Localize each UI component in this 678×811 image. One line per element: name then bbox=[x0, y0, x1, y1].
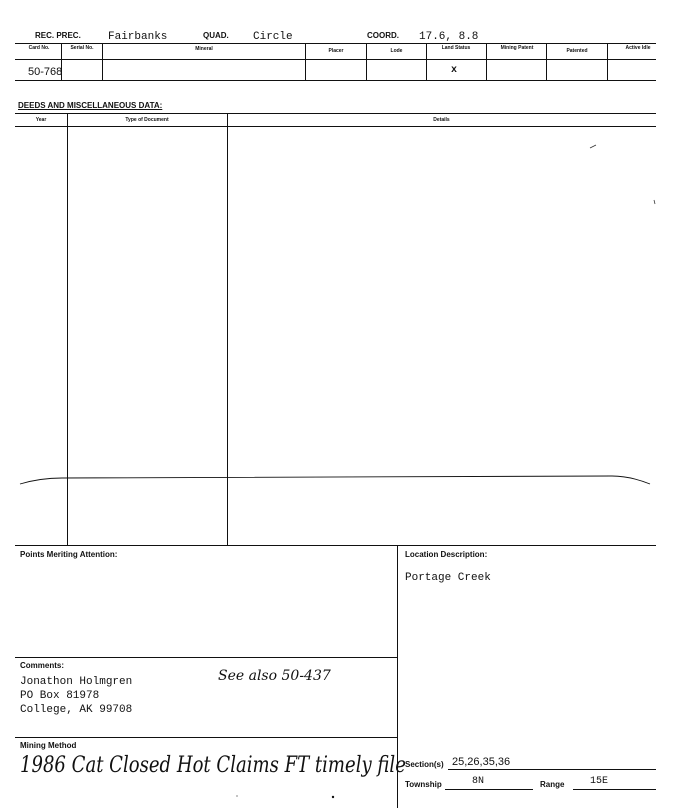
col-header-patented: Patented bbox=[566, 48, 588, 54]
township-value: 8N bbox=[472, 776, 485, 787]
coord-value: 17.6, 8.8 bbox=[419, 31, 479, 43]
coord-label: COORD. bbox=[367, 31, 399, 40]
deeds-col-details: Details bbox=[433, 117, 450, 123]
range-underline bbox=[573, 789, 656, 790]
township-underline bbox=[445, 789, 533, 790]
col-header-lode: Lode bbox=[390, 48, 403, 54]
sections-underline bbox=[448, 769, 656, 770]
location-description-value: Portage Creek bbox=[405, 572, 491, 584]
points-meriting-label: Points Meriting Attention: bbox=[20, 550, 118, 559]
land-status-mark: x bbox=[451, 65, 458, 76]
col-header-serial-no: Serial No. bbox=[70, 45, 94, 51]
quad-label: QUAD. bbox=[203, 31, 229, 40]
rec-prec-label: REC. PREC. bbox=[35, 31, 81, 40]
location-description-label: Location Description: bbox=[405, 550, 488, 559]
range-value: 15E bbox=[590, 776, 609, 787]
comments-top-rule bbox=[15, 657, 398, 658]
deeds-col-type: Type of Document bbox=[125, 117, 169, 123]
col-header-card-no: Card No. bbox=[28, 45, 50, 51]
rec-prec-value: Fairbanks bbox=[108, 31, 168, 43]
col-header-placer: Placer bbox=[328, 48, 344, 54]
range-label: Range bbox=[540, 780, 565, 789]
mining-method-handwritten: 1986 Cat Closed Hot Claims FT timely file bbox=[20, 753, 406, 778]
comments-line: College, AK 99708 bbox=[20, 704, 133, 716]
col-header-mining-patent: Mining Patent bbox=[500, 45, 534, 51]
mining-method-top-rule bbox=[15, 737, 398, 738]
deeds-title: DEEDS AND MISCELLANEOUS DATA: bbox=[18, 101, 163, 110]
sections-label: Section(s) bbox=[405, 760, 444, 769]
card-no-value: 50-768 bbox=[28, 66, 63, 78]
comments-line: PO Box 81978 bbox=[20, 690, 100, 702]
deeds-col-year: Year bbox=[35, 117, 47, 123]
col-header-mineral: Mineral bbox=[195, 46, 213, 52]
comments-label: Comments: bbox=[20, 661, 65, 670]
comments-handwritten-note: See also 50-437 bbox=[218, 668, 331, 684]
comments-line: Jonathon Holmgren bbox=[20, 676, 133, 688]
township-label: Township bbox=[405, 780, 442, 789]
col-header-land-status: Land Status bbox=[441, 45, 471, 51]
sections-value: 25,26,35,36 bbox=[452, 756, 511, 768]
col-header-active-idle: Active Idle bbox=[625, 45, 651, 51]
quad-value: Circle bbox=[253, 31, 293, 43]
mining-method-label: Mining Method bbox=[20, 741, 77, 750]
